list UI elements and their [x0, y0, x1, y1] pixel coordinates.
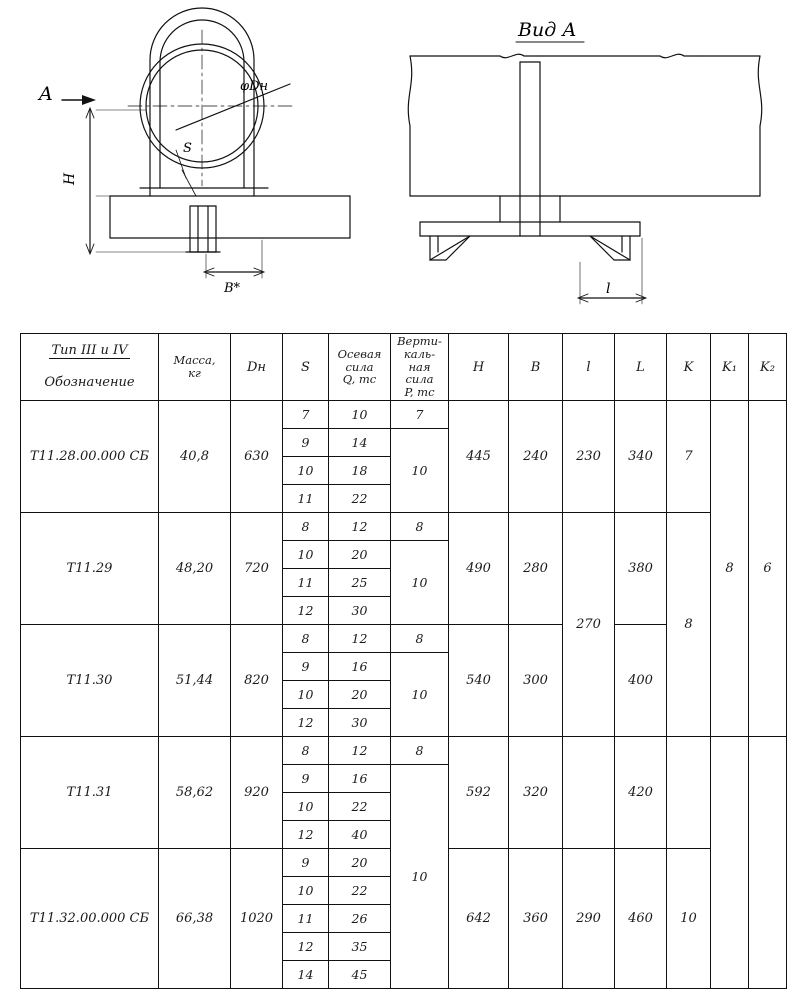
cell-s: 10 [283, 541, 329, 569]
cell-designation: Т11.31 [21, 737, 159, 849]
cell-s: 11 [283, 905, 329, 933]
cell-s: 9 [283, 653, 329, 681]
cell-s: 12 [283, 709, 329, 737]
cell-l-big: 380 [615, 513, 667, 625]
header-type [21, 334, 159, 365]
header-dn: Dн [231, 334, 283, 401]
cell-dn: 1020 [231, 849, 283, 989]
cell-q: 22 [329, 485, 391, 513]
cell-q: 25 [329, 569, 391, 597]
cell-s: 9 [283, 765, 329, 793]
cell-p: 7 [391, 401, 449, 429]
header-b: B [509, 334, 563, 401]
thickness-label: S [183, 141, 192, 156]
cell-s: 9 [283, 429, 329, 457]
section-arrow-label: A [39, 83, 53, 105]
b-dimension-label: B* [224, 281, 241, 296]
cell-q: 20 [329, 681, 391, 709]
cell-b: 280 [509, 513, 563, 625]
cell-s: 11 [283, 485, 329, 513]
cell-h: 642 [449, 849, 509, 989]
cell-k: 8 [667, 513, 711, 737]
cell-q: 14 [329, 429, 391, 457]
cell-l-small: 270 [563, 513, 615, 737]
cell-p: 10 [391, 653, 449, 737]
cell-k1: 8 [711, 401, 749, 737]
cell-k1 [711, 737, 749, 989]
cell-designation: Т11.28.00.000 СБ [21, 401, 159, 513]
cell-l-big: 460 [615, 849, 667, 989]
cell-s: 11 [283, 569, 329, 597]
cell-dn: 720 [231, 513, 283, 625]
cell-q: 12 [329, 513, 391, 541]
cell-q: 16 [329, 653, 391, 681]
cell-designation: Т11.29 [21, 513, 159, 625]
cell-s: 14 [283, 961, 329, 989]
specification-table-wrap [20, 333, 782, 982]
cell-dn: 630 [231, 401, 283, 513]
cell-h: 490 [449, 513, 509, 625]
cell-k2: 6 [749, 401, 787, 737]
cell-s: 12 [283, 821, 329, 849]
cell-s: 7 [283, 401, 329, 429]
cell-k: 10 [667, 849, 711, 989]
cell-dn: 820 [231, 625, 283, 737]
cell-q: 45 [329, 961, 391, 989]
drawing-svg [0, 0, 800, 330]
header-k2: K₂ [749, 334, 787, 401]
table-header-row [21, 334, 787, 365]
view-a-title: Вид А [518, 19, 577, 41]
header-axial-force: Осевая сила Q, тс [329, 334, 391, 401]
cell-s: 10 [283, 877, 329, 905]
cell-mass: 58,62 [159, 737, 231, 849]
cell-l-big: 420 [615, 737, 667, 849]
header-mass: Масса, кг [159, 334, 231, 401]
header-vertical-force: Верти- каль- ная сила P, тс [391, 334, 449, 401]
cell-b: 240 [509, 401, 563, 513]
cell-b: 300 [509, 625, 563, 737]
cell-s: 12 [283, 933, 329, 961]
cell-s: 12 [283, 597, 329, 625]
cell-h: 592 [449, 737, 509, 849]
cell-q: 40 [329, 821, 391, 849]
cell-l-big: 400 [615, 625, 667, 737]
table-row [21, 513, 787, 541]
h-dimension-label: H [62, 172, 78, 185]
cell-p: 10 [391, 541, 449, 625]
cell-q: 16 [329, 765, 391, 793]
cell-q: 22 [329, 877, 391, 905]
cell-s: 9 [283, 849, 329, 877]
table-row [21, 737, 787, 765]
header-s: S [283, 334, 329, 401]
cell-mass: 40,8 [159, 401, 231, 513]
cell-dn: 920 [231, 737, 283, 849]
header-l-small: l [563, 334, 615, 401]
cell-p: 10 [391, 429, 449, 513]
cell-q: 30 [329, 597, 391, 625]
cell-s: 10 [283, 793, 329, 821]
cell-s: 8 [283, 625, 329, 653]
cell-q: 30 [329, 709, 391, 737]
cell-mass: 48,20 [159, 513, 231, 625]
cell-p: 8 [391, 737, 449, 765]
cell-s: 8 [283, 513, 329, 541]
header-h: H [449, 334, 509, 401]
header-designation: Обозначение [21, 364, 159, 401]
header-l-big: L [615, 334, 667, 401]
cell-k: 7 [667, 401, 711, 513]
header-type-label: Тип III и IV [51, 343, 128, 358]
cell-l-small: 290 [563, 849, 615, 989]
cell-q: 12 [329, 737, 391, 765]
table-row [21, 401, 787, 429]
cell-b: 360 [509, 849, 563, 989]
cell-l-small [563, 737, 615, 849]
cell-k2 [749, 737, 787, 989]
header-k1: K₁ [711, 334, 749, 401]
cell-s: 8 [283, 737, 329, 765]
cell-q: 10 [329, 401, 391, 429]
cell-l-small: 230 [563, 401, 615, 513]
cell-p: 8 [391, 625, 449, 653]
cell-k [667, 737, 711, 849]
cell-q: 12 [329, 625, 391, 653]
cell-designation: Т11.30 [21, 625, 159, 737]
cell-mass: 51,44 [159, 625, 231, 737]
specification-table [20, 333, 787, 989]
cell-s: 10 [283, 457, 329, 485]
cell-h: 445 [449, 401, 509, 513]
header-k: K [667, 334, 711, 401]
l-dimension-label: l [606, 281, 611, 297]
cell-p: 10 [391, 765, 449, 989]
cell-q: 35 [329, 933, 391, 961]
cell-s: 10 [283, 681, 329, 709]
cell-l-big: 340 [615, 401, 667, 513]
cell-designation: Т11.32.00.000 СБ [21, 849, 159, 989]
cell-mass: 66,38 [159, 849, 231, 989]
cell-p: 8 [391, 513, 449, 541]
diameter-label: φDн [240, 79, 269, 94]
technical-drawing [0, 0, 800, 330]
cell-h: 540 [449, 625, 509, 737]
cell-q: 20 [329, 541, 391, 569]
cell-q: 18 [329, 457, 391, 485]
cell-b: 320 [509, 737, 563, 849]
cell-q: 20 [329, 849, 391, 877]
cell-q: 22 [329, 793, 391, 821]
cell-q: 26 [329, 905, 391, 933]
